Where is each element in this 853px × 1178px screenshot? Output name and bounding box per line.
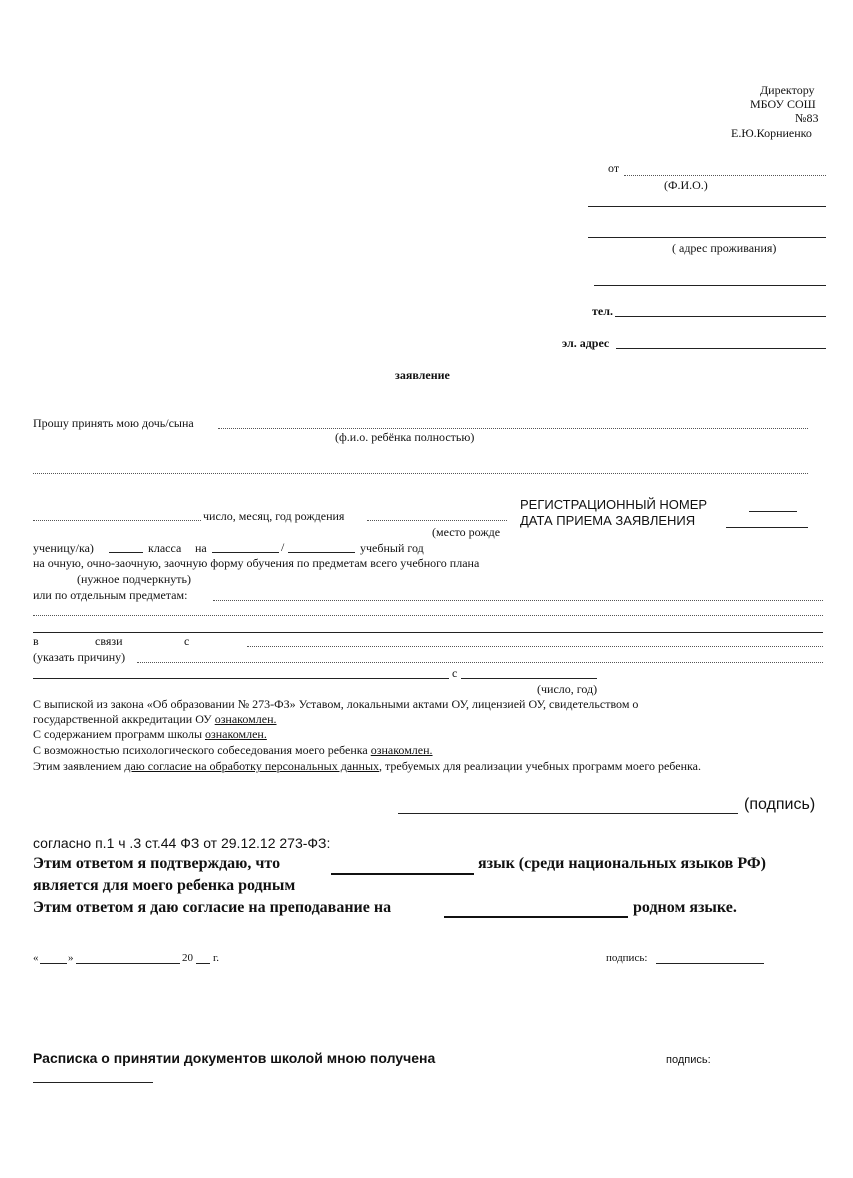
email-label: эл. адрес (562, 336, 610, 350)
signature-line[interactable] (398, 813, 738, 814)
since-date-line[interactable] (461, 678, 597, 679)
consent-line-3-ack: ознакомлен. (205, 727, 267, 741)
year-line[interactable] (196, 963, 210, 964)
reason-line-3[interactable] (33, 678, 449, 679)
birthplace-hint: (место рожде (432, 525, 501, 539)
language-line-2: является для моего ребенка родным (33, 877, 296, 894)
consent-line-2-text: государственной аккредитации ОУ (33, 712, 215, 726)
fio-hint: (Ф.И.О.) (664, 178, 708, 192)
address-hint: ( адрес проживания) (672, 241, 777, 255)
language-line-1-tail: язык (среди национальных языков РФ) (478, 855, 766, 872)
receipt-text: Расписка о принятии документов школой мною получена (33, 1050, 436, 1066)
consent-line-5-text: Этим заявлением (33, 759, 125, 773)
child-name-line-2[interactable] (33, 473, 808, 474)
in-label: в (33, 634, 39, 648)
reason-hint: (указать причину) (33, 650, 126, 664)
consent-line-4 (33, 743, 433, 758)
email-line[interactable] (616, 348, 826, 349)
request-text: Прошу принять мою дочь/сына (33, 416, 194, 430)
with-label: с (184, 634, 190, 648)
month-line[interactable] (76, 963, 180, 964)
consent-line-4-ack: ознакомлен. (370, 743, 433, 757)
language-line-1: Этим ответом я подтверждаю, что (33, 855, 281, 872)
on-label: на (195, 541, 207, 555)
reg-date-label: ДАТА ПРИЕМА ЗАЯВЛЕНИЯ (520, 513, 696, 528)
consent-line-2-ack: ознакомлен. (214, 712, 277, 726)
day-line[interactable] (40, 963, 67, 964)
underline-hint: (нужное подчеркнуть) (77, 572, 191, 586)
date-open-quote: « (33, 952, 39, 964)
birth-date-line[interactable] (33, 520, 201, 521)
consent-line-5 (33, 759, 701, 774)
connection-label: связи (95, 634, 123, 648)
native-language-line[interactable] (331, 873, 474, 875)
year-end-line[interactable] (288, 552, 355, 553)
birthplace-line[interactable] (367, 520, 507, 521)
fio-line-2[interactable] (588, 206, 826, 207)
phone-line[interactable] (615, 316, 826, 317)
language-line-3: Этим ответом я даю согласие на преподавание на (33, 899, 392, 916)
year-start-line[interactable] (212, 552, 279, 553)
receipt-sign-line[interactable] (33, 1082, 153, 1083)
date-sign-label: подпись: (606, 952, 648, 964)
reg-number-line[interactable] (749, 511, 797, 512)
signature-label: (подпись) (744, 796, 816, 813)
header-line-4: Е.Ю.Корниенко (731, 126, 812, 140)
subjects-line[interactable] (213, 600, 823, 601)
class-label: класса (148, 541, 182, 555)
header-line-1: Директору (760, 83, 815, 97)
child-name-hint: (ф.и.о. ребёнка полностью) (335, 430, 475, 444)
receipt-sign-label: подпись: (666, 1054, 711, 1066)
school-year-label: учебный год (360, 541, 424, 555)
year-prefix: 20 (182, 952, 193, 964)
date-close-quote: » (68, 952, 74, 964)
individual-label: или по отдельным предметам: (33, 588, 188, 602)
reg-date-line[interactable] (726, 527, 808, 528)
date-hint: (число, год) (537, 682, 598, 696)
class-line[interactable] (109, 552, 143, 553)
from-label: от (608, 161, 620, 175)
teaching-language-line[interactable] (444, 916, 628, 918)
consent-line-5-tail: , требуемых для реализации учебных программ моего ребенка. (379, 759, 701, 773)
header-line-2: МБОУ СОШ (750, 97, 816, 111)
language-line-3-tail: родном языке. (633, 899, 737, 916)
header-line-3: №83 (795, 111, 819, 125)
date-sign-line[interactable] (656, 963, 764, 964)
consent-line-2 (33, 712, 277, 727)
pupil-label: ученицу/ка) (33, 541, 94, 555)
slash: / (281, 540, 285, 554)
forms-text: на очную, очно-заочную, заочную форму обучения по предметам всего учебного плана (33, 556, 480, 570)
year-suffix: г. (213, 952, 220, 964)
document-title: заявление (395, 368, 450, 382)
since-label: с (452, 666, 458, 680)
consent-line-3 (33, 727, 267, 742)
consent-line-1: С выпиской из закона «Об образовании № 273-ФЗ» Уставом, локальными актами ОУ, лицензией ОУ, свидетельством о (33, 697, 639, 711)
reason-line-2[interactable] (137, 662, 823, 663)
reason-line[interactable] (247, 646, 823, 647)
birth-label: число, месяц, год рождения (203, 509, 345, 523)
child-name-line[interactable] (218, 428, 808, 429)
fio-line[interactable] (624, 175, 826, 176)
subjects-line-3[interactable] (33, 632, 823, 633)
consent-line-5-ack: даю согласие на обработку персональных данных (124, 759, 380, 773)
consent-line-3-text: С содержанием программ школы (33, 727, 206, 741)
consent-line-4-text: С возможностью психологического собеседования моего ребенка (33, 743, 371, 757)
phone-label: тел. (592, 304, 613, 318)
address-line[interactable] (588, 237, 826, 238)
reg-number-label: РЕГИСТРАЦИОННЫЙ НОМЕР (520, 497, 708, 512)
address-line-2[interactable] (594, 285, 826, 286)
subjects-line-2[interactable] (33, 615, 823, 616)
law-reference: согласно п.1 ч .3 ст.44 ФЗ от 29.12.12 273-ФЗ: (33, 835, 331, 851)
